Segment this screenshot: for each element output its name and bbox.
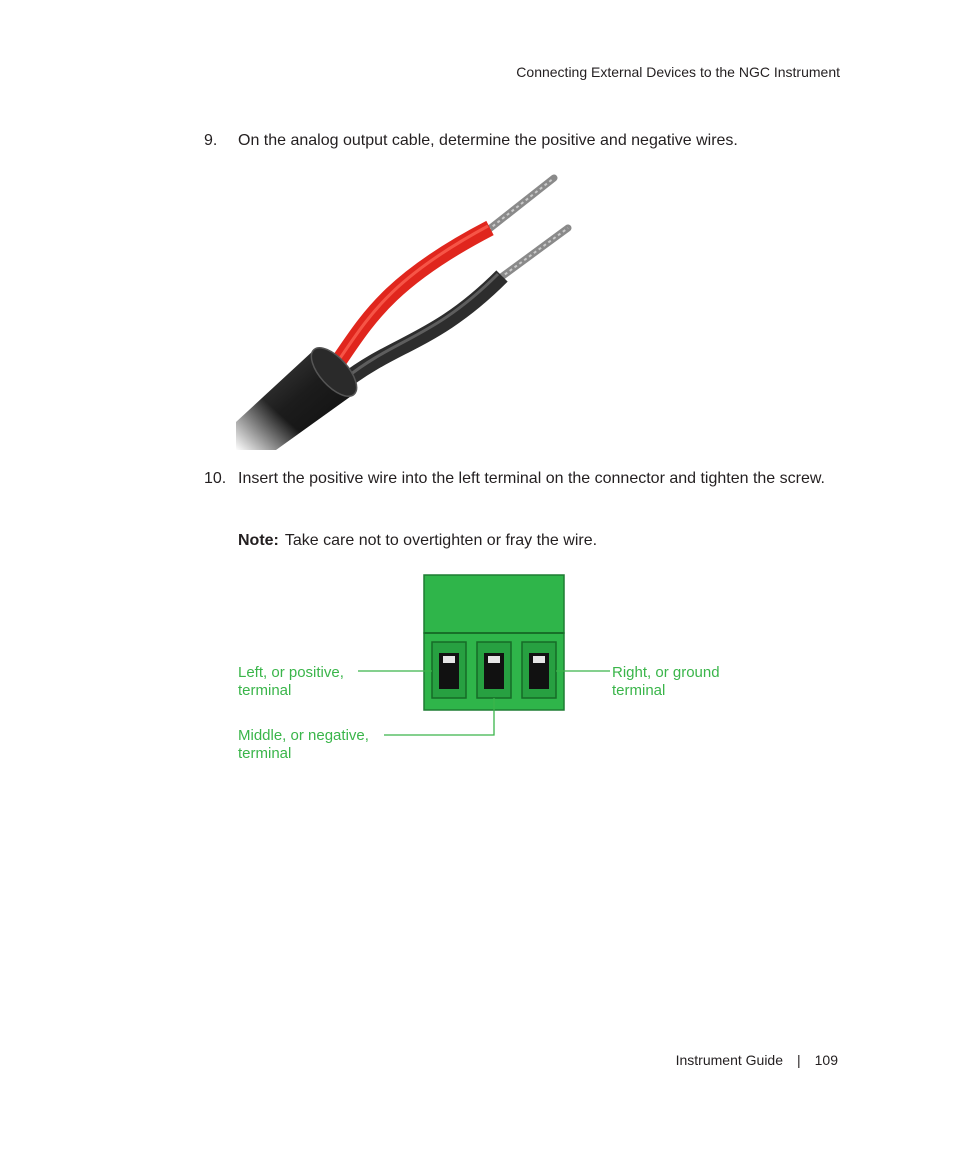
connector-top bbox=[424, 575, 564, 633]
note-label: Note: bbox=[238, 532, 279, 549]
note bbox=[238, 530, 597, 552]
running-header: Connecting External Devices to the NGC Instrument bbox=[516, 64, 840, 80]
note-text: Take care not to overtighten or fray the wire. bbox=[284, 532, 598, 549]
middle-terminal-label: Middle, or negative, bbox=[238, 727, 369, 744]
step-text: On the analog output cable, determine the positive and negative wires. bbox=[238, 132, 738, 149]
footer-doc-title: Instrument Guide bbox=[675, 1052, 783, 1068]
analog-cable-illustration bbox=[236, 172, 576, 450]
page-number: 109 bbox=[814, 1052, 838, 1068]
footer-separator: | bbox=[797, 1052, 801, 1068]
left-terminal bbox=[432, 642, 466, 698]
page-footer bbox=[676, 1052, 838, 1068]
step-number: 10. bbox=[204, 470, 227, 487]
left-terminal-label-2: terminal bbox=[238, 682, 292, 699]
left-terminal-label: Left, or positive, bbox=[238, 664, 344, 681]
step-text: Insert the positive wire into the left terminal on the connector and tighten the screw. bbox=[238, 470, 825, 487]
middle-terminal bbox=[477, 642, 511, 698]
terminal-connector-diagram bbox=[232, 570, 742, 762]
right-terminal-label: Right, or ground bbox=[612, 664, 720, 681]
right-terminal-label-2: terminal bbox=[612, 682, 666, 699]
right-terminal bbox=[522, 642, 556, 698]
middle-terminal-label-2: terminal bbox=[238, 745, 292, 762]
step-number: 9. bbox=[204, 132, 218, 149]
